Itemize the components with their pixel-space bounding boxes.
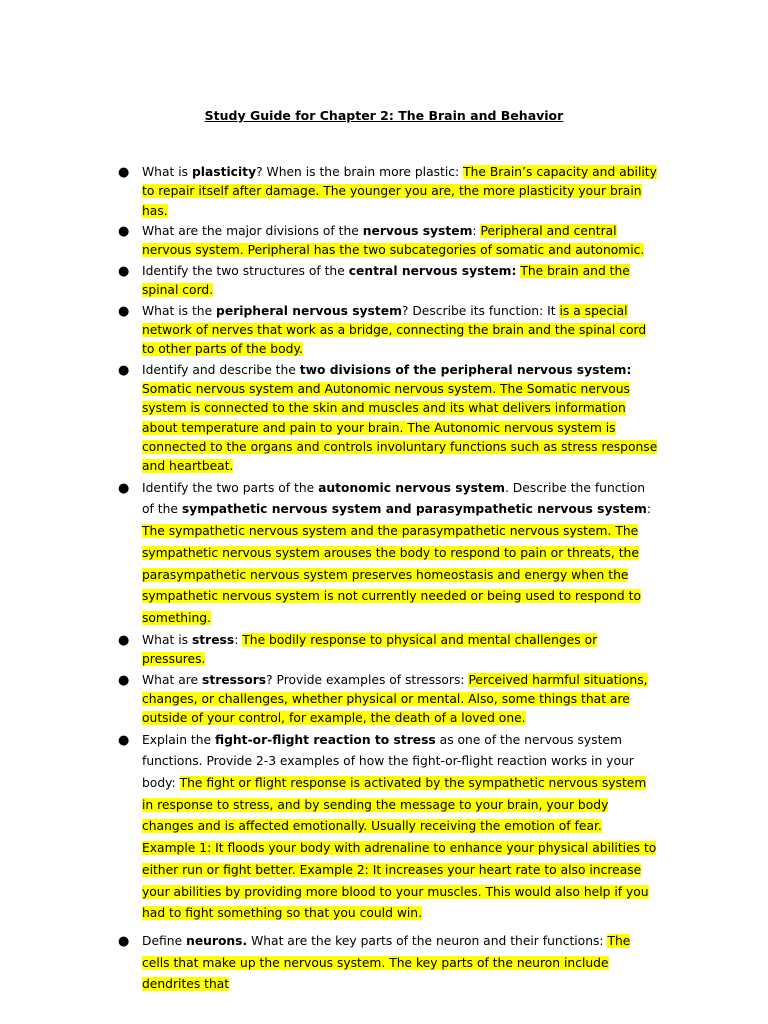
list-item (118, 302, 658, 360)
question-text: What is (142, 165, 192, 179)
key-term: fight-or-flight reaction to stress (215, 732, 436, 747)
list-item (118, 163, 658, 221)
bullet-icon: ● (118, 732, 130, 748)
list-item (118, 931, 658, 996)
question-text: as one of the nervous system functions. Provide 2-3 examples of how the fight-or-flight reaction works in your body: (142, 732, 634, 791)
question-text: Explain the (142, 732, 216, 747)
list-item (118, 671, 658, 729)
question-text: What are (142, 672, 203, 687)
answer-highlight: is a special network of nerves that work as a bridge, connecting the brain and the spinal cord to other parts of the body. (142, 303, 647, 357)
question-text: . Describe the function of the (142, 480, 646, 517)
question-text: What are the key parts of the neuron and their functions: (247, 933, 608, 948)
question-text: Identify the two structures of the (142, 263, 349, 278)
answer-highlight: Peripheral and central nervous system. Peripheral has the two subcategories of somatic and autonomic. (142, 224, 645, 258)
list-item (118, 631, 658, 670)
key-term: two divisions of the peripheral nervous system: (299, 362, 632, 377)
key-term: sympathetic nervous system and parasympathetic nervous system (181, 502, 647, 517)
question-text: Identify the two parts of the (142, 480, 319, 495)
bullet-icon: ● (118, 672, 130, 688)
answer-highlight: The fight or flight response is activated by the sympathetic nervous system in response to stress, and by sending the message to your brain, your body changes and is affected emotionally. Usually receiving the emotion of fear. Example 1: It floods your body with adrenaline to enhance your physical abilities to either run or fight better. Example 2: It increases your heart rate to also increase your abilities by providing more blood to your muscles. This would also help if you had to fight something so that you could win. (142, 776, 657, 921)
question-text: ? Describe its function: It (401, 303, 560, 318)
bullet-icon: ● (118, 632, 130, 648)
answer-highlight: Perceived harmful situations, changes, or challenges, whether physical or mental. Also, some things that are outside of your control, for example, the death of a loved one. (142, 672, 648, 726)
question-text: What is (142, 632, 192, 647)
question-text: What is the (142, 303, 217, 318)
question-text: ? When is the brain more plastic: (256, 165, 464, 179)
answer-highlight: The brain and the spinal cord. (142, 263, 630, 298)
question-text: What are the major divisions of the (142, 224, 363, 239)
answer-highlight: The bodily response to physical and mental challenges or pressures. (142, 632, 598, 667)
question-list (118, 163, 658, 997)
question-text: : (646, 502, 651, 517)
question-text: ? Provide examples of stressors: (266, 672, 469, 687)
list-item (118, 730, 658, 925)
list-item (118, 361, 658, 477)
answer-highlight: Somatic nervous system and Autonomic nervous system. The Somatic nervous system is connected to the skin and muscles and its what delivers information about temperature and pain to your brain. The Autonomic nervous system is connected to the organs and controls involuntary functions such as stress response and heartbeat. (142, 382, 658, 474)
answer-highlight: The cells that make up the nervous system. The key parts of the neuron include dendrites that (142, 933, 631, 992)
key-term: stress (191, 632, 235, 647)
question-text: Define (142, 933, 187, 948)
key-term: nervous system (362, 224, 473, 239)
bullet-icon: ● (118, 165, 130, 180)
key-term: stressors (202, 672, 267, 687)
bullet-icon: ● (118, 933, 130, 949)
answer-highlight: The sympathetic nervous system and the parasympathetic nervous system. The sympathetic nervous system arouses the body to respond to pain or threats, the parasympathetic nervous system preserves homeostasis and energy when the sympathetic nervous system is not currently needed or being used to respond to something. (142, 524, 641, 625)
list-item (118, 262, 658, 301)
list-item (118, 222, 658, 261)
key-term: plasticity (191, 165, 257, 179)
bullet-icon: ● (118, 224, 130, 240)
key-term: central nervous system: (348, 263, 517, 278)
question-text: : (472, 224, 481, 239)
question-text: Identify and describe the (142, 362, 300, 377)
question-text: : (234, 632, 243, 647)
document-title: Study Guide for Chapter 2: The Brain and Behavior (204, 108, 564, 123)
bullet-icon: ● (118, 303, 130, 319)
bullet-icon: ● (118, 362, 130, 378)
answer-highlight: The Brain’s capacity and ability to repair itself after damage. The younger you are, the more plasticity your brain has. (142, 165, 657, 218)
list-item (118, 478, 658, 630)
bullet-icon: ● (118, 263, 130, 279)
key-term: autonomic nervous system (318, 480, 505, 495)
key-term: peripheral nervous system (216, 303, 402, 318)
key-term: neurons. (186, 933, 248, 948)
bullet-icon: ● (118, 480, 130, 496)
